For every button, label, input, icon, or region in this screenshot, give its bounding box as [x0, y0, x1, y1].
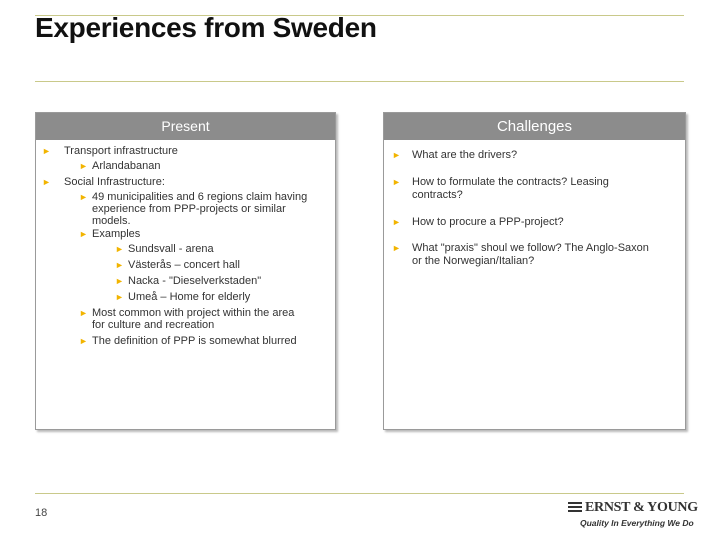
bullet-arrow-icon: ►	[115, 244, 124, 254]
challenges-panel	[383, 112, 686, 430]
bullet-arrow-icon: ►	[392, 177, 401, 187]
present-item-text: experience from PPP-projects or similar	[92, 203, 286, 215]
present-panel-header	[36, 113, 335, 140]
challenge-item-text: How to formulate the contracts? Leasing contracts?	[412, 176, 609, 201]
present-item-text: Social Infrastructure:	[64, 176, 165, 188]
present-item-text: Sundsvall - arena	[128, 243, 214, 255]
bullet-arrow-icon: ►	[79, 308, 88, 318]
present-heading: Present	[161, 118, 210, 134]
title-bottom-rule	[35, 81, 684, 82]
present-item-text: Arlandabanan	[92, 160, 161, 172]
bullet-arrow-icon: ►	[115, 260, 124, 270]
logo-name: ERNST & YOUNG	[585, 500, 698, 515]
present-item-text: Västerås – concert hall	[128, 259, 240, 271]
logo-tagline: Quality In Everything We Do	[580, 518, 694, 528]
challenges-panel-header	[384, 113, 685, 140]
present-item-text: Examples	[92, 228, 141, 240]
slide-title: Experiences from Sweden	[35, 12, 377, 43]
bullet-arrow-icon: ►	[115, 276, 124, 286]
present-item-text: Nacka - "Dieselverkstaden"	[128, 275, 262, 287]
challenges-heading: Challenges	[496, 118, 573, 135]
present-item-text: models.	[92, 215, 131, 227]
bullet-arrow-icon: ►	[42, 177, 51, 187]
footer-rule	[35, 493, 684, 494]
present-item-text: Most common with project within the area	[92, 307, 295, 319]
bullet-arrow-icon: ►	[392, 217, 401, 227]
challenge-item-text: What are the drivers?	[412, 149, 518, 161]
page-number: 18	[35, 507, 48, 519]
bullet-arrow-icon: ►	[392, 150, 401, 160]
present-item-text: Transport infrastructure	[64, 145, 178, 157]
logo-mark-icon	[568, 502, 582, 514]
bullet-arrow-icon: ►	[79, 229, 88, 239]
bullet-arrow-icon: ►	[79, 161, 88, 171]
present-item-text: 49 municipalities and 6 regions claim having	[92, 191, 308, 203]
challenge-item-text: What "praxis" shoul we follow? The Anglo-Saxon or the Norwegian/Italian?	[412, 242, 649, 267]
present-item-text: Umeå – Home for elderly	[128, 291, 251, 303]
present-item-text: The definition of PPP is somewhat blurred	[92, 335, 297, 347]
present-panel	[35, 112, 336, 430]
bullet-arrow-icon: ►	[392, 243, 401, 253]
present-item-text: for culture and recreation	[92, 319, 215, 331]
bullet-arrow-icon: ►	[42, 146, 51, 156]
bullet-arrow-icon: ►	[79, 336, 88, 346]
challenge-item-text: How to procure a PPP-project?	[412, 216, 564, 228]
bullet-arrow-icon: ►	[115, 292, 124, 302]
bullet-arrow-icon: ►	[79, 192, 88, 202]
